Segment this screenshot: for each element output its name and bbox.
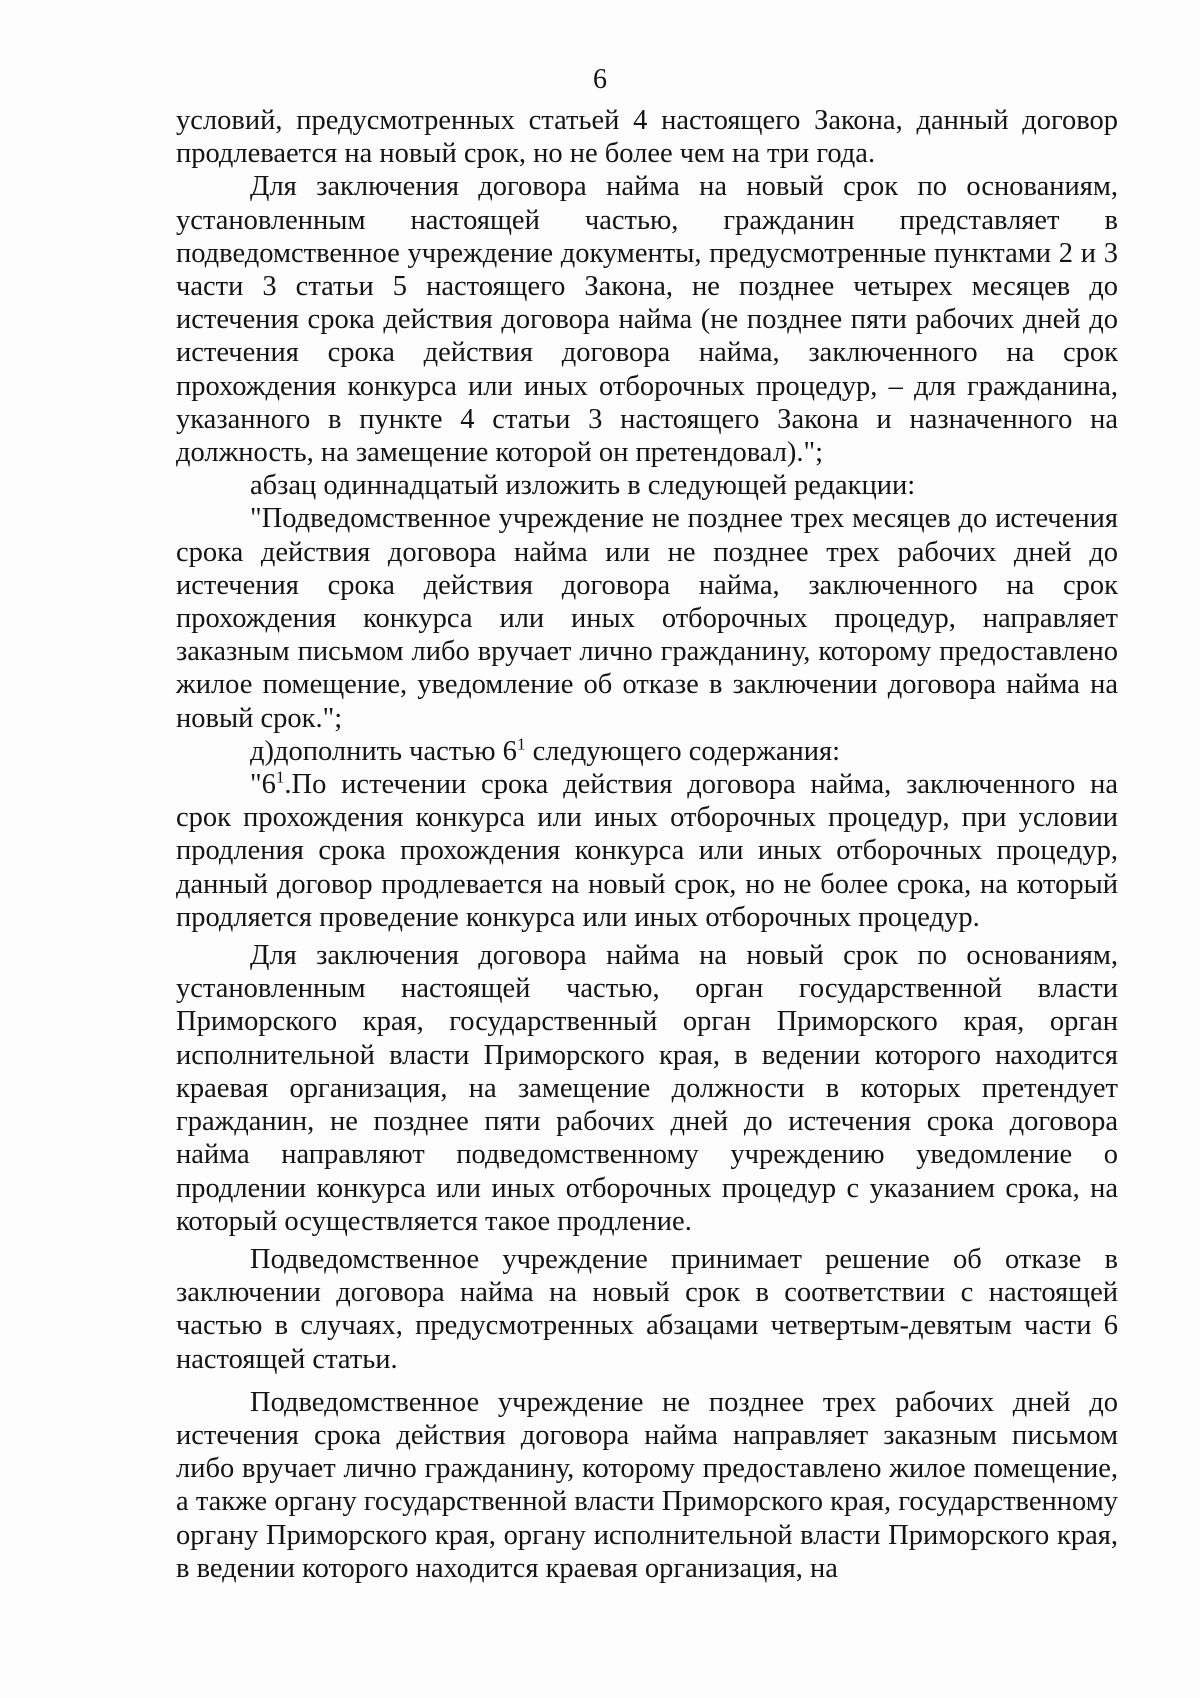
paragraph-continuation: условий, предусмотренных статьей 4 настоящего Закона, данный договор продлевается на новый срок, но не более чем на три года. bbox=[176, 105, 1118, 170]
part-6-1-superscript: 1 bbox=[275, 767, 285, 787]
paragraph-item-d bbox=[176, 735, 1118, 768]
item-d-text: д)дополнить частью 6 bbox=[250, 735, 517, 767]
paragraph-part-6-1 bbox=[176, 768, 1118, 934]
item-d-text-end: следующего содержания: bbox=[525, 735, 841, 767]
part-6-1-open: "6 bbox=[250, 769, 276, 801]
paragraph-extension-notice: Для заключения договора найма на новый срок по основаниям, установленным настоящей частью, орган государственной власти Приморского края, государственный орган Приморского края, орган исполнительной власти Приморского края, в ведении которого находится краевая организация, на замещение должности в которых претендует гражданин, не позднее пяти рабочих дней до истечения срока договора найма направляют подведомственному учреждению уведомление о продлении конкурса или иных отборочных процедур с указанием срока, на который осуществляется такое продление. bbox=[176, 940, 1118, 1237]
paragraph-refusal-notice: "Подведомственное учреждение не позднее трех месяцев до истечения срока действия договора найма или не позднее трех рабочих дней до истечения срока действия договора найма, заключенного на срок прохождения конкурса или иных отборочных процедур, направляет заказным письмом либо вручает лично гражданину, которому предоставлено жилое помещение, уведомление об отказе в заключении договора найма на новый срок."; bbox=[176, 503, 1118, 734]
paragraph-eleventh-paragraph-intro: абзац одиннадцатый изложить в следующей редакции: bbox=[250, 470, 916, 502]
paragraph-delivery-notice: Подведомственное учреждение не позднее трех рабочих дней до истечения срока действия договора найма направляет заказным письмом либо вручает лично гражданину, которому предоставлено жилое помещение, а также органу государственной власти Приморского края, государственному органу Приморского края, органу исполнительной власти Приморского края, в ведении которого находится краевая организация, на bbox=[176, 1386, 1118, 1584]
item-d-superscript: 1 bbox=[516, 734, 526, 754]
page-number: 6 bbox=[593, 64, 607, 95]
part-6-1-text: .По истечении срока действия договора найма, заключенного на срок прохождения конкурса или иных отборочных процедур, при условии продления срока прохождения конкурса или иных отборочных процедур, данный договор продлевается на новый срок, но не более срока, на который продляется проведение конкурса или иных отборочных процедур. bbox=[176, 769, 1118, 933]
document-body bbox=[176, 104, 1118, 1585]
paragraph-new-term-documents: Для заключения договора найма на новый срок по основаниям, установленным настоящей частью, гражданин представляет в подведомственное учреждение документы, предусмотренные пунктами 2 и 3 части 3 статьи 5 настоящего Закона, не позднее четырех месяцев до истечения срока действия договора найма (не позднее пяти рабочих дней до истечения срока действия договора найма, заключенного на срок прохождения конкурса или иных отборочных процедур, – для гражданина, указанного в пункте 4 статьи 3 настоящего Закона и назначенного на должность, на замещение которой он претендовал)."; bbox=[176, 171, 1118, 469]
paragraph-refusal-decision: Подведомственное учреждение принимает решение об отказе в заключении договора найма на новый срок в соответствии с настоящей частью в случаях, предусмотренных абзацами четвертым-девятым части 6 настоящей статьи. bbox=[176, 1243, 1118, 1375]
